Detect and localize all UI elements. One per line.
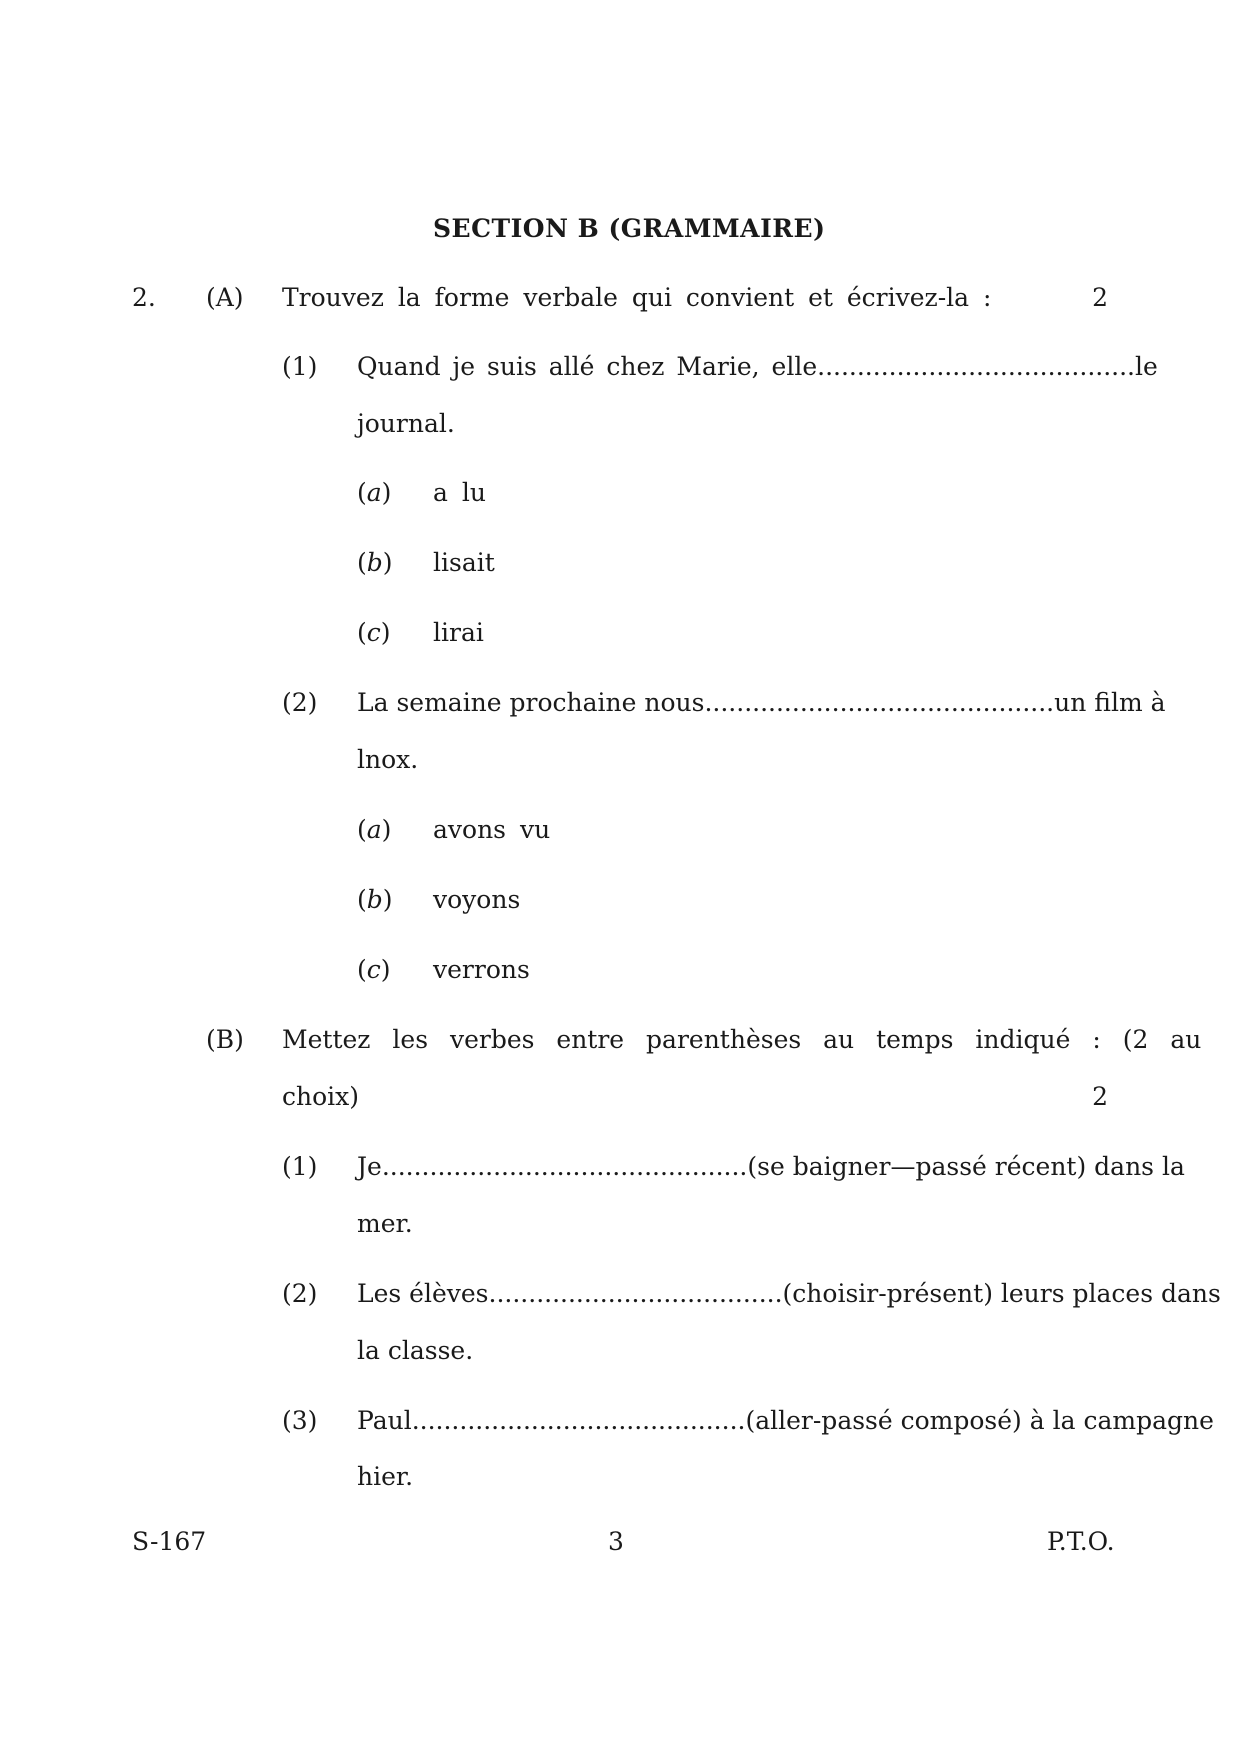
item-a2-blank: ............................................	[704, 688, 1055, 717]
part-a-label: (A)	[206, 283, 244, 312]
item-a1-option-c-text: lirai	[433, 618, 484, 647]
item-b2-end: (choisir-présent) leurs places dans	[782, 1279, 1221, 1308]
item-b1-line2: mer.	[357, 1209, 413, 1238]
item-a1-line1	[357, 352, 1158, 382]
part-b-instruction-line1: Mettez les verbes entre parenthèses au temps indiqué : (2 au	[282, 1025, 1202, 1054]
item-b2-line1	[357, 1279, 1221, 1309]
item-a2-option-a: (a)	[357, 815, 392, 844]
item-b1-label: (1)	[282, 1152, 318, 1181]
item-a2-option-c: (c)	[357, 955, 391, 984]
item-a1-end: le	[1135, 352, 1158, 381]
item-b2-start: Les élèves	[357, 1279, 489, 1308]
option-letter: b	[366, 548, 383, 577]
option-letter: b	[366, 885, 383, 914]
item-a1-option-a-text: a lu	[433, 478, 486, 507]
option-letter: a	[366, 815, 382, 844]
part-b-marks: 2	[1092, 1082, 1108, 1111]
option-letter: a	[366, 478, 382, 507]
item-a2-line1	[357, 688, 1166, 718]
item-a1-blank: ........................................	[817, 352, 1135, 381]
item-a1-option-a: (a)	[357, 478, 392, 507]
item-b3-label: (3)	[282, 1406, 318, 1435]
item-a2-option-b: (b)	[357, 885, 393, 914]
part-b-instruction-line2: choix)	[282, 1082, 360, 1111]
pto-label: P.T.O.	[1047, 1527, 1115, 1556]
item-a2-option-c-text: verrons	[433, 955, 530, 984]
item-b2-blank: .....................................	[488, 1279, 783, 1308]
item-b3-end: (aller-passé composé) à la campagne	[745, 1406, 1214, 1435]
item-a2-end: un film à	[1054, 688, 1166, 717]
item-a1-start: Quand je suis allé chez Marie, elle	[357, 352, 818, 381]
item-a2-line2: lnox.	[357, 745, 419, 774]
part-b-instruction-row	[282, 1025, 1202, 1055]
option-letter: c	[366, 955, 381, 984]
paper-code: S-167	[132, 1527, 207, 1556]
part-b-instruction-row2	[282, 1082, 1108, 1112]
item-b1-line1	[357, 1152, 1185, 1182]
item-b1-start: Je	[357, 1152, 382, 1181]
item-b3-start: Paul	[357, 1406, 412, 1435]
item-b2-line2: la classe.	[357, 1336, 474, 1365]
item-b3-line2: hier.	[357, 1462, 414, 1491]
question-number: 2.	[132, 283, 156, 312]
part-a-instruction-row	[282, 283, 1108, 313]
part-b-label: (B)	[206, 1025, 244, 1054]
item-a2-option-a-text: avons vu	[433, 815, 551, 844]
item-a1-line2: journal.	[357, 409, 455, 438]
item-b3-blank: ..........................................	[411, 1406, 746, 1435]
item-b1-blank: ..............................................	[381, 1152, 748, 1181]
page-number: 3	[608, 1527, 624, 1556]
part-a-marks: 2	[1092, 283, 1108, 312]
item-b1-end: (se baigner—passé récent) dans la	[747, 1152, 1185, 1181]
item-a1-option-b-text: lisait	[433, 548, 495, 577]
item-a1-option-b: (b)	[357, 548, 393, 577]
section-title: SECTION B (GRAMMAIRE)	[433, 214, 826, 243]
item-a2-label: (2)	[282, 688, 318, 717]
option-letter: c	[366, 618, 381, 647]
item-a1-option-c: (c)	[357, 618, 391, 647]
item-a1-label: (1)	[282, 352, 318, 381]
item-b3-line1	[357, 1406, 1214, 1436]
item-a2-start: La semaine prochaine nous	[357, 688, 705, 717]
item-a2-option-b-text: voyons	[433, 885, 521, 914]
part-a-instruction: Trouvez la forme verbale qui convient et écrivez-la :	[282, 283, 992, 312]
item-b2-label: (2)	[282, 1279, 318, 1308]
